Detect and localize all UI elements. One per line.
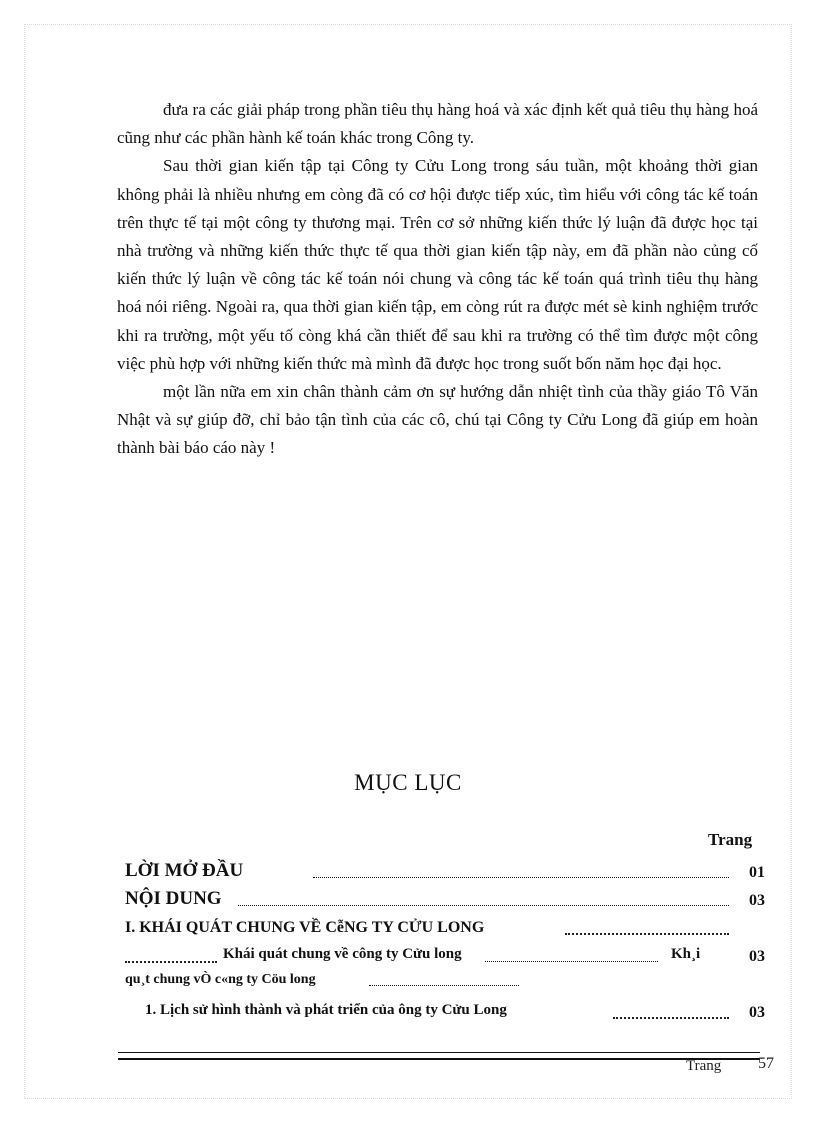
toc-row-khai-quat (125, 942, 765, 968)
body-text (117, 96, 758, 463)
toc-row-label: NỘI DUNG (125, 888, 222, 909)
toc-page-header: Trang (708, 830, 753, 849)
toc-row-khai-quat-cont (125, 968, 765, 992)
toc-row-label: 1. Lịch sử hình thành và phát triển của ông ty Cửu Long (145, 1002, 507, 1018)
toc-row-page: 03 (749, 892, 765, 909)
toc-row-label: LỜI MỞ ĐẦU (125, 860, 244, 881)
toc-row-loi-mo-dau (125, 858, 765, 884)
footer-rule (118, 1052, 760, 1060)
toc-row-label-garbled: Kh¸i (671, 946, 701, 962)
toc-row-label: Khái quát chung về công ty Cửu long (223, 946, 462, 962)
toc-dot-leader (238, 905, 729, 906)
footer-page-number: 57 (758, 1055, 774, 1072)
toc-dot-leader (613, 1017, 729, 1019)
paragraph-1: đưa ra các giải pháp trong phần tiêu thụ hàng hoá và xác định kết quả tiêu thụ hàng hoá cũng như các phần hành kế toán khác trong Công ty. (117, 100, 758, 148)
paragraph-2: Sau thời gian kiến tập tại Công ty Cửu Long trong sáu tuần, một khoảng thời gian không phải là nhiều nhưng em còng đã có cơ hội được tiếp xúc, tìm hiểu với công tác kế toán trên thực tế tại một công ty thương mại. Trên cơ sở những kiến thức lý luận đã được học tại nhà trường và những kiến thức thực tế qua thời gian kiến tập này, em đã phần nào củng cố kiến thức lý luận về công tác kế toán nói chung và công tác kế toán quá trình tiêu thụ hàng hoá nói riêng. Ngoài ra, qua thời gian kiến tập, em còng rút ra được mét sè kinh nghiệm trước khi ra trường, một yếu tố còng khá cần thiết để sau khi ra trường có thể tìm được một công việc phù hợp với những kiến thức mà mình đã được học trong suốt bốn năm học đại học. (117, 156, 758, 373)
toc-row-label-garbled: qu¸t chung vÒ c«ng ty Cöu long (125, 972, 316, 987)
toc-dot-leader (125, 961, 217, 963)
toc-row-page: 03 (749, 948, 765, 965)
toc-row-label: I. KHÁI QUÁT CHUNG VỀ CễNG TY CỬU LONG (125, 919, 485, 936)
toc-dot-leader (485, 961, 658, 962)
toc-row-lich-su (125, 998, 765, 1024)
toc-row-section-1 (125, 914, 765, 940)
toc-title: MỤC LỤC (354, 770, 462, 795)
footer-label: Trang (686, 1058, 722, 1074)
paragraph-3: một lần nữa em xin chân thành cảm ơn sự hướng dẫn nhiệt tình của thầy giáo Tô Văn Nhật và sự giúp đỡ, chỉ bảo tận tình của các cô, chú tại Công ty Cửu Long đã giúp em hoàn thành bài báo cáo này ! (117, 382, 758, 458)
toc-dot-leader (369, 985, 519, 986)
toc-dot-leader (313, 877, 729, 878)
toc-row-page: 03 (749, 1004, 765, 1021)
toc-row-noi-dung (125, 886, 765, 912)
toc-dot-leader (565, 933, 729, 935)
toc-row-page: 01 (749, 864, 765, 881)
